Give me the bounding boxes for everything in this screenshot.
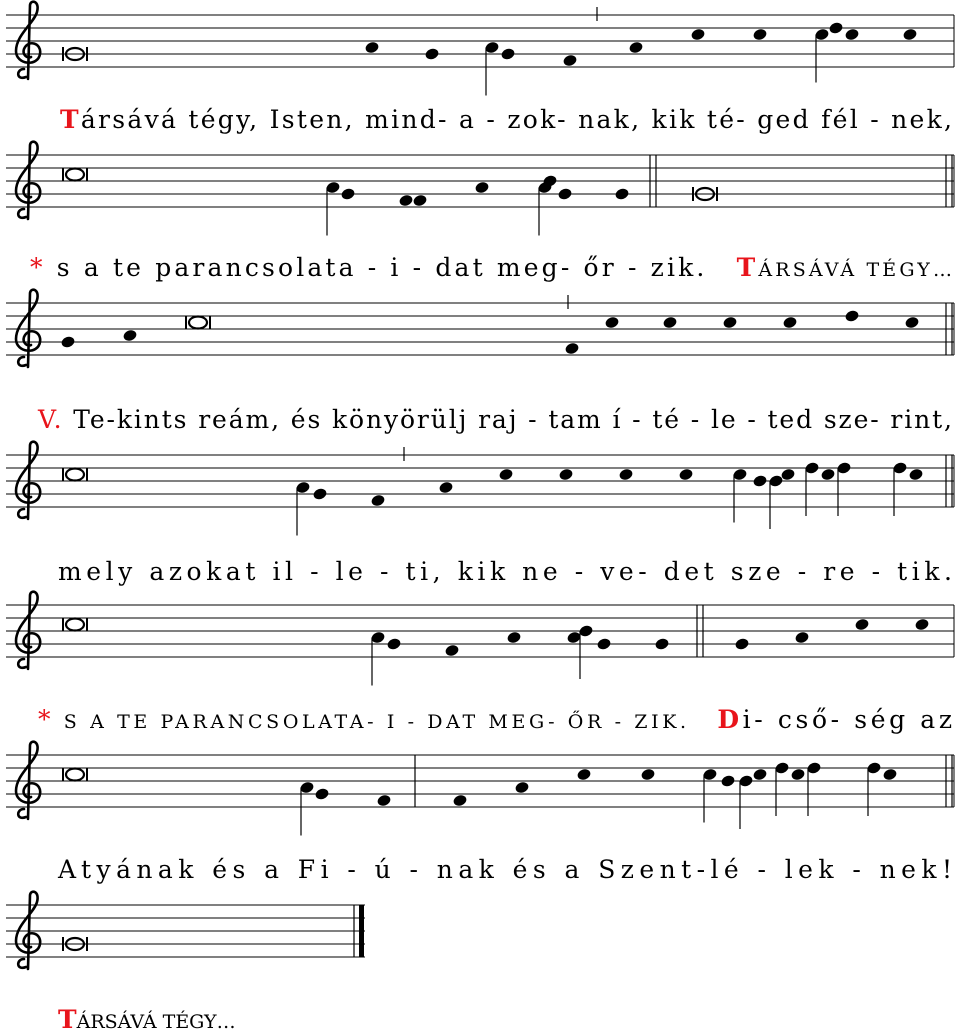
notehead: [444, 644, 460, 658]
rubric-initial: *: [30, 253, 43, 282]
rubric-initial: V.: [38, 405, 62, 434]
notehead: [398, 194, 414, 208]
notehead: [720, 774, 736, 788]
notehead: [814, 28, 830, 83]
staff-system: [6, 290, 954, 434]
notehead: [702, 768, 718, 823]
lyric-text: Te-kints reám, és könyörülj raj - tam í - té - le - ted sze- rint,: [63, 405, 953, 434]
lyric-line: [58, 1005, 236, 1031]
notehead: [866, 761, 882, 816]
notehead: [738, 774, 754, 829]
notehead: [780, 468, 796, 482]
staff-system: [6, 2, 954, 134]
notehead: [790, 768, 806, 782]
notehead: [452, 794, 468, 808]
notehead: [295, 481, 311, 536]
notehead: [614, 187, 630, 201]
notehead: [122, 329, 138, 343]
staff-lines: [6, 605, 954, 657]
notehead: [564, 342, 580, 356]
notehead: [537, 181, 553, 236]
notehead: [60, 335, 76, 349]
notehead: [828, 21, 844, 35]
rubric-initial: T: [58, 1005, 77, 1031]
breve-note: [63, 768, 87, 782]
notehead: [914, 618, 930, 632]
notehead: [576, 768, 592, 782]
lyric-line: [57, 855, 952, 884]
notehead: [836, 461, 852, 516]
notehead: [562, 54, 578, 68]
notehead: [325, 181, 341, 236]
notehead: [596, 637, 612, 651]
lyric-text: Atyának és a Fi - ú - nak és a Szent-lé - lek - nek!: [58, 855, 952, 884]
notehead: [474, 181, 490, 195]
notehead: [794, 631, 810, 645]
lyric-text: s a te parancsolata - i - dat meg- őr - zik.: [45, 253, 716, 282]
notehead: [678, 468, 694, 482]
notehead: [370, 494, 386, 508]
notehead: [752, 768, 768, 782]
staff-lines: [6, 905, 365, 957]
notehead: [768, 474, 784, 529]
breve-note: [63, 168, 87, 182]
notehead: [902, 28, 918, 42]
lyric-line: [30, 253, 952, 282]
staff-lines: [6, 155, 954, 207]
notehead: [908, 468, 924, 482]
notehead: [722, 316, 738, 330]
notehead: [386, 637, 402, 651]
staff-system: [6, 592, 954, 734]
notehead: [376, 794, 392, 808]
notehead: [752, 474, 768, 488]
rubric-initial: D: [717, 705, 740, 734]
notehead: [578, 624, 594, 679]
staff-system: [6, 892, 365, 1031]
notehead: [904, 316, 920, 330]
notehead: [628, 41, 644, 55]
staff-lines: [6, 303, 954, 355]
notehead: [844, 28, 860, 42]
notehead: [498, 468, 514, 482]
rubric-initial: *: [38, 705, 51, 734]
notehead: [618, 468, 634, 482]
notehead: [774, 761, 790, 816]
notehead: [314, 787, 330, 801]
staff-lines: [6, 755, 954, 807]
notehead: [438, 481, 454, 495]
rubric-initial: T: [60, 105, 79, 134]
lyric-text: ÁRSÁVÁ TÉGY…: [76, 1011, 236, 1031]
notehead: [514, 781, 530, 795]
notehead: [882, 768, 898, 782]
notehead: [484, 41, 500, 96]
notehead: [640, 768, 656, 782]
notehead: [732, 468, 748, 523]
notehead: [804, 461, 820, 516]
notehead: [806, 761, 822, 816]
notehead: [604, 316, 620, 330]
notehead: [506, 631, 522, 645]
notehead: [752, 28, 768, 42]
staff-lines: [6, 455, 954, 507]
notehead: [299, 781, 315, 836]
lyric-line: [37, 405, 952, 434]
lyric-line: [60, 105, 952, 134]
notehead: [782, 316, 798, 330]
notehead: [340, 187, 356, 201]
notehead: [364, 41, 380, 55]
breve-note: [63, 618, 87, 632]
notehead: [820, 468, 836, 482]
notehead: [370, 631, 386, 686]
breve-note: [186, 316, 210, 330]
notehead: [312, 487, 328, 501]
lyric-text: S A TE PARANCSOLATA- I - DAT MEG- ŐR - ZIK.: [54, 711, 696, 733]
notehead: [412, 194, 428, 208]
notehead: [654, 637, 670, 651]
notehead: [892, 461, 908, 516]
notehead: [844, 309, 860, 323]
notehead: [557, 187, 573, 201]
lyric-text: ársává tégy, Isten, mind- a - zok- nak, kik té- ged fél - nek,: [80, 105, 952, 134]
staff-system: [6, 142, 954, 282]
lyric-text: ÁRSÁVÁ TÉGY…: [758, 259, 953, 281]
notehead: [854, 618, 870, 632]
rubric-initial: T: [736, 253, 756, 282]
lyric-text: i- cső- ség az: [742, 705, 952, 734]
notehead: [662, 316, 678, 330]
notehead: [734, 637, 750, 651]
notehead: [500, 47, 516, 61]
breve-note: [63, 468, 87, 482]
lyric-line: [58, 557, 952, 586]
staff-system: [6, 742, 954, 884]
notehead: [424, 47, 440, 61]
staff-lines: [6, 15, 954, 67]
notehead: [558, 468, 574, 482]
lyric-line: [38, 705, 952, 734]
lyric-text: mely azokat il - le - ti, kik ne - ve- det sze - re - tik.: [58, 557, 952, 586]
notehead: [690, 28, 706, 42]
staff-system: [6, 442, 954, 586]
